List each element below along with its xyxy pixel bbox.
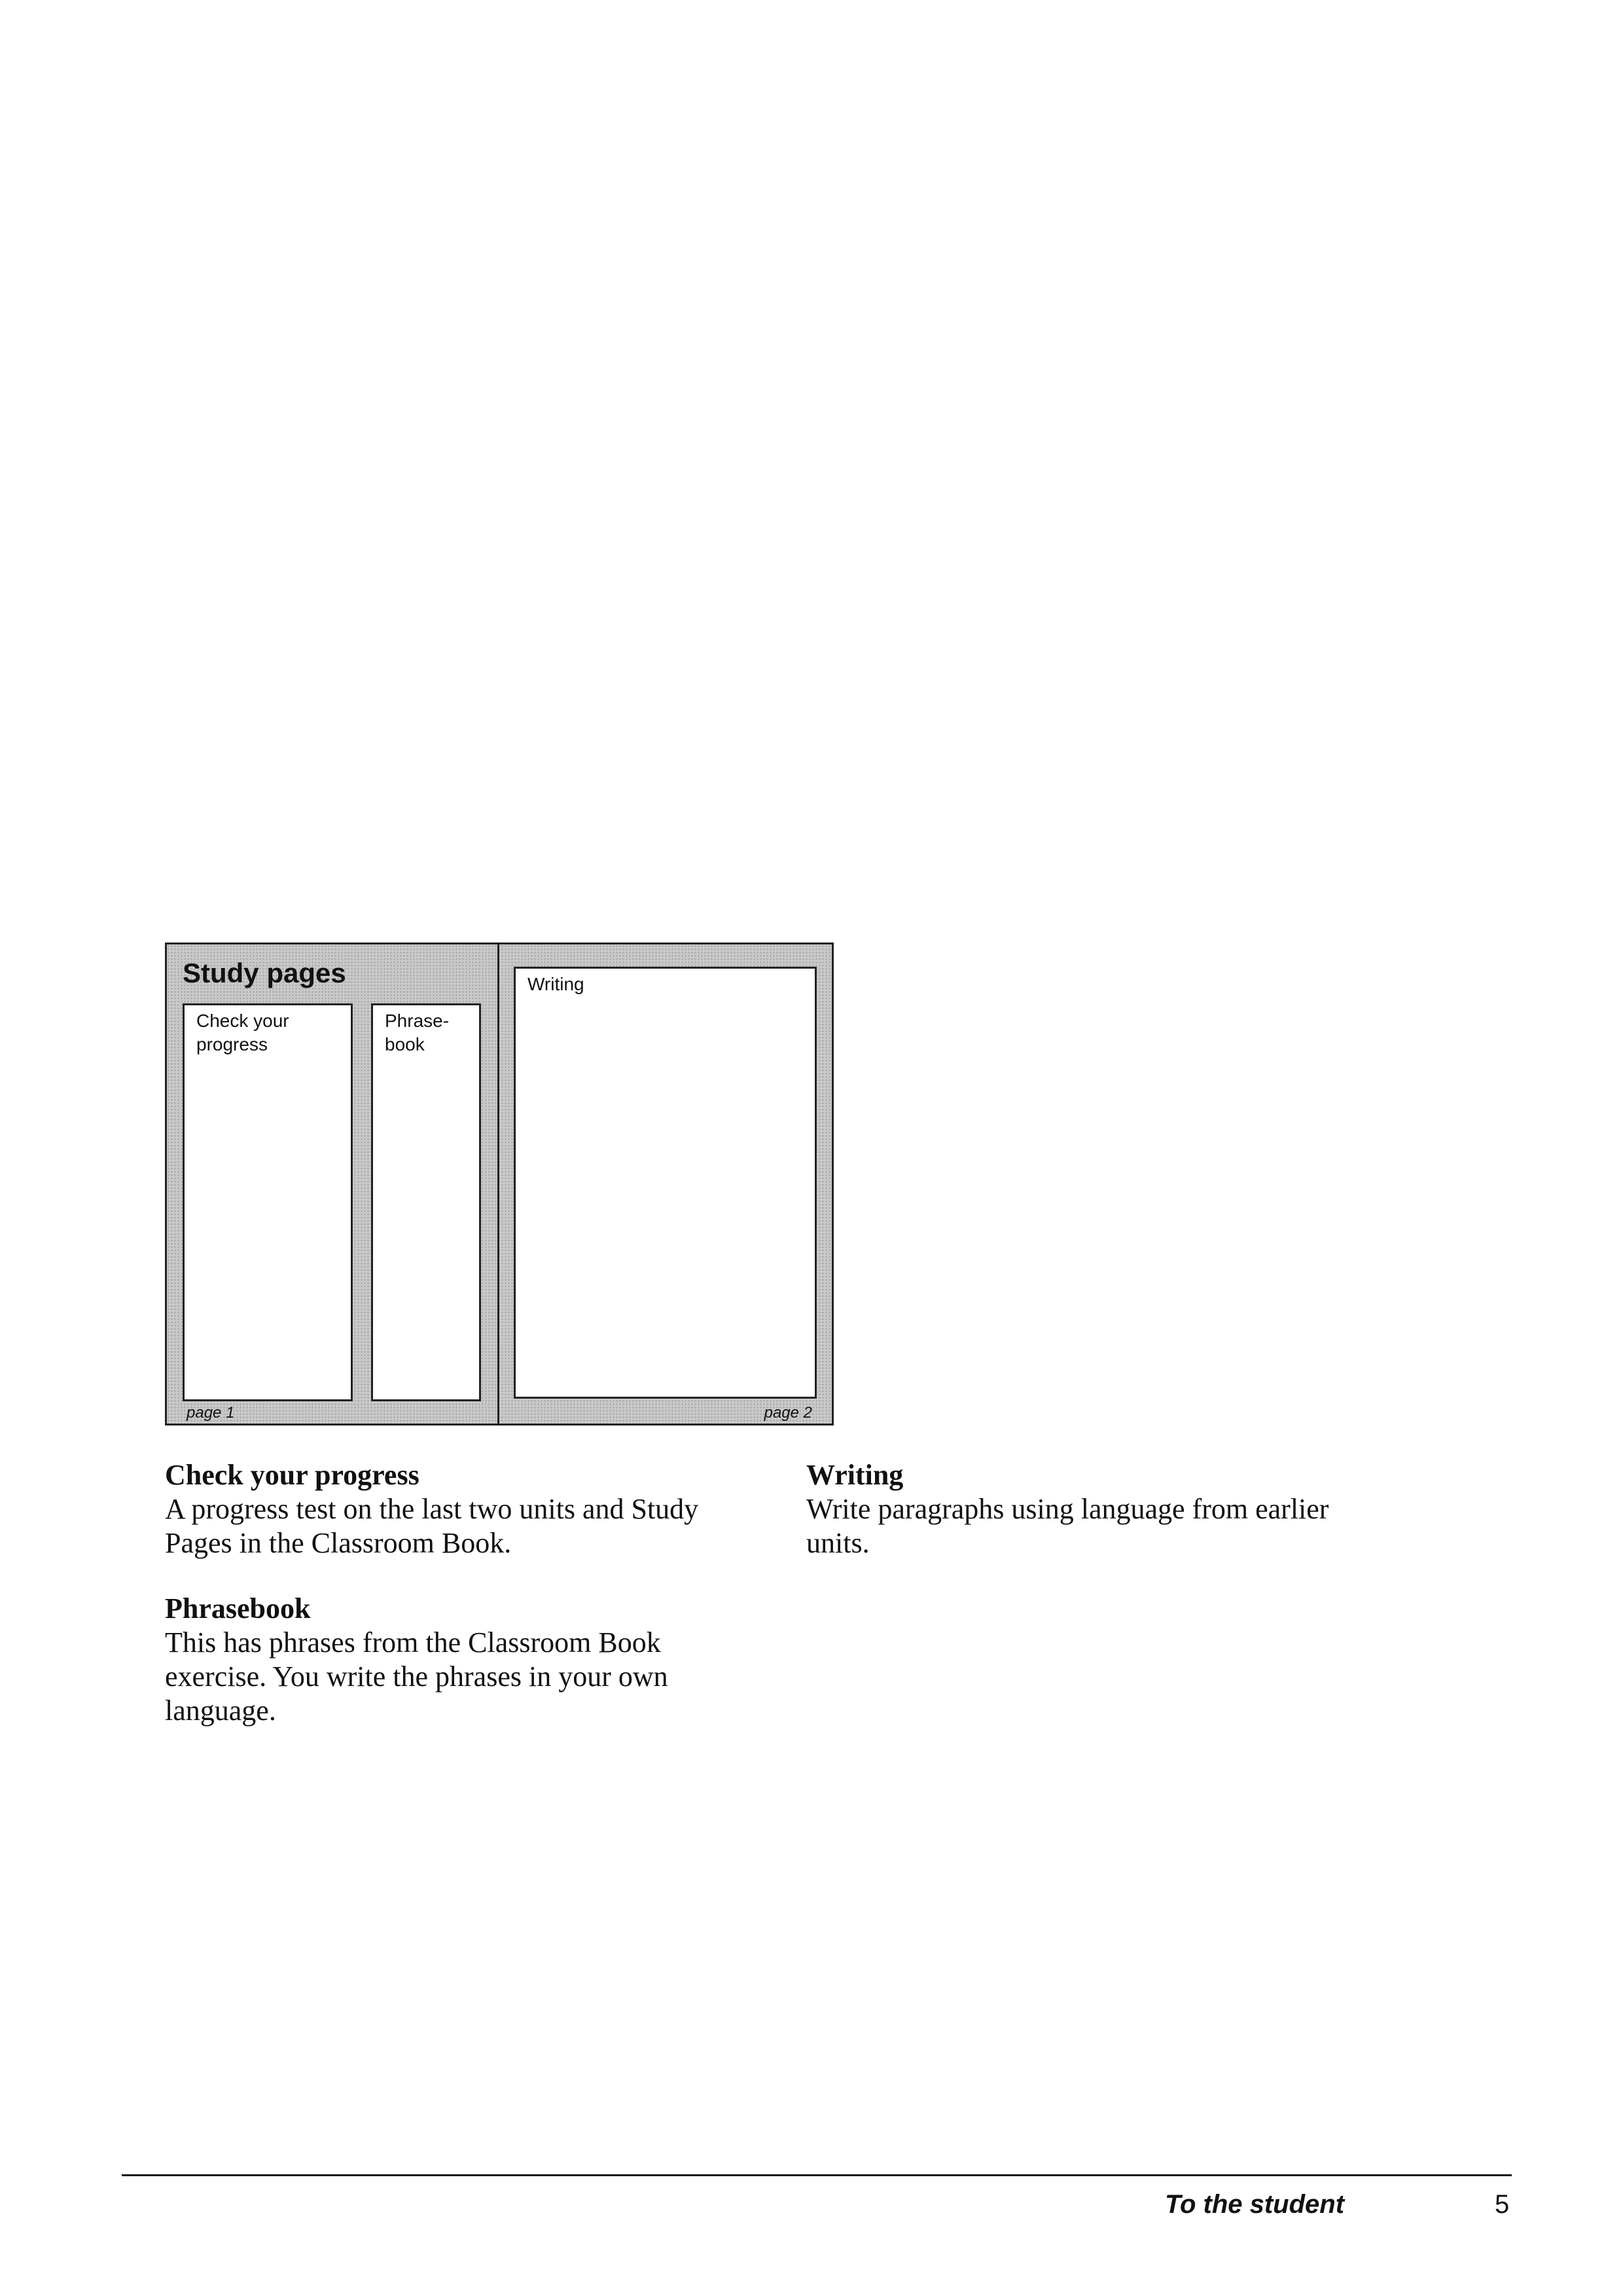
check-your-progress-section (165, 1458, 767, 1560)
page-number: 5 (1495, 2190, 1510, 2219)
check-your-progress-box-line-1: Check your (196, 1011, 289, 1031)
writing-text-line-2: units. (806, 1527, 870, 1559)
writing-box (514, 967, 817, 1399)
check-your-progress-heading: Check your progress (165, 1459, 419, 1491)
check-your-progress-text-line-1: A progress test on the last two units and Study (165, 1493, 699, 1525)
phrasebook-box-line-2: book (385, 1034, 425, 1054)
writing-text-line-1: Write paragraphs using language from earlier (806, 1493, 1329, 1525)
phrasebook-text-line-2: exercise. You write the phrases in your own (165, 1660, 668, 1693)
phrasebook-section (165, 1592, 754, 1728)
phrasebook-box-line-1: Phrase- (385, 1011, 450, 1031)
writing-heading: Writing (806, 1459, 904, 1491)
phrasebook-box (371, 1003, 481, 1401)
writing-section (806, 1458, 1435, 1560)
footer-title: To the student (1165, 2190, 1345, 2219)
diagram-title: Study pages (183, 958, 346, 988)
book-spine (497, 944, 499, 1424)
check-your-progress-box (183, 1003, 353, 1401)
page-2-label: page 2 (764, 1404, 812, 1422)
footer-rule (122, 2174, 1512, 2176)
phrasebook-text-line-1: This has phrases from the Classroom Book (165, 1626, 661, 1659)
phrasebook-text-line-3: language. (165, 1695, 276, 1727)
writing-box-label: Writing (527, 974, 584, 994)
phrasebook-heading: Phrasebook (165, 1592, 311, 1624)
check-your-progress-text-line-2: Pages in the Classroom Book. (165, 1527, 512, 1559)
study-pages-diagram (165, 942, 834, 1426)
page-1-label: page 1 (187, 1404, 235, 1422)
check-your-progress-box-line-2: progress (196, 1034, 268, 1054)
